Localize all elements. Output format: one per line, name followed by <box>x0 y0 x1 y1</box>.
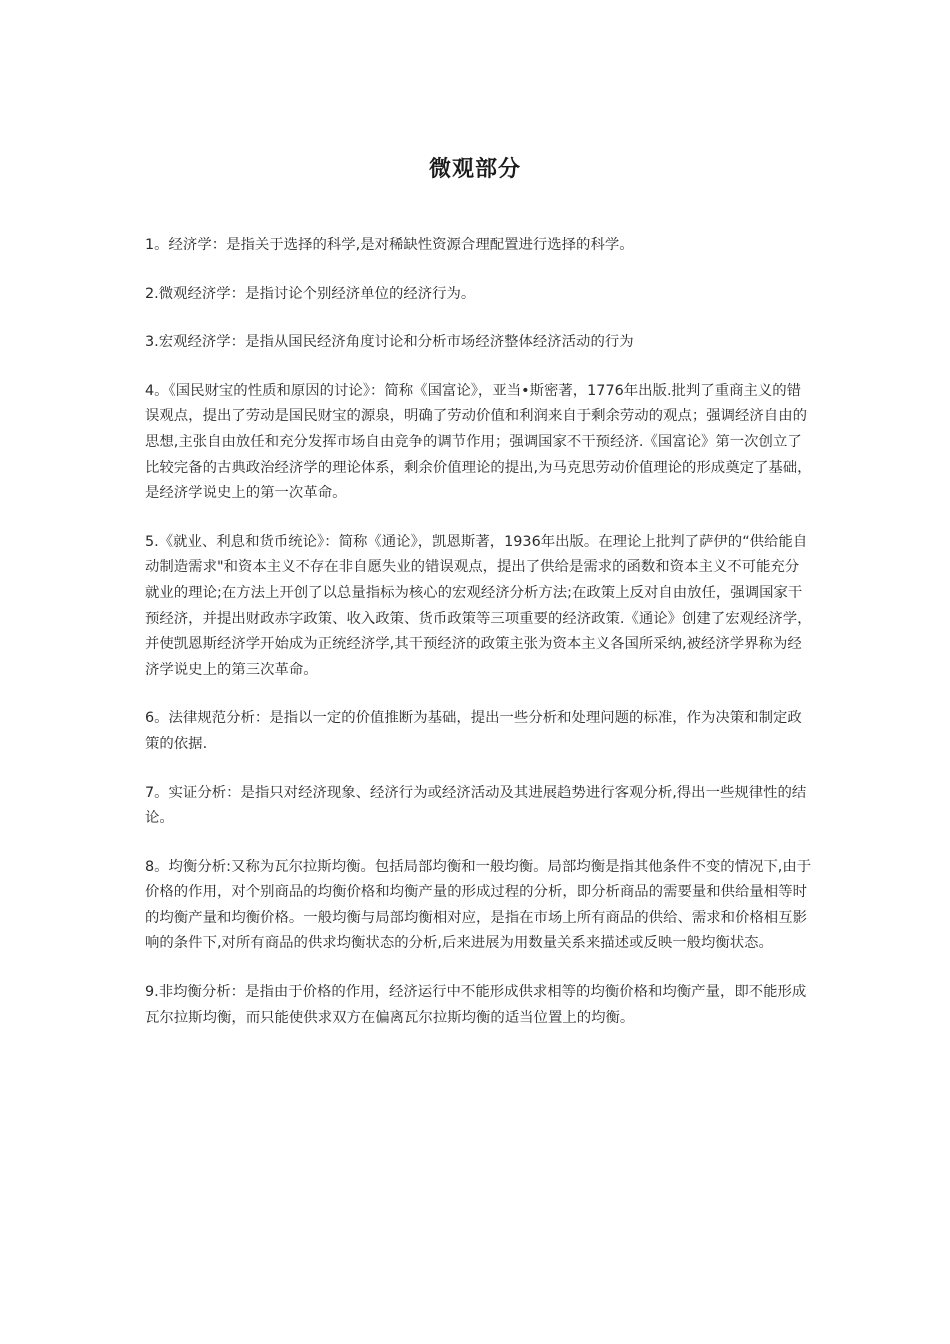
page-title: 微观部分 <box>428 157 521 182</box>
paragraph-6: 6。法律规范分析：是指以一定的价值推断为基础，提出一些分析和处理问题的标准，作为决策和制定政策的依据. <box>145 710 802 752</box>
paragraph-3: 3.宏观经济学：是指从国民经济角度讨论和分析市场经济整体经济活动的行为 <box>145 334 634 351</box>
paragraph-1: 1。经济学：是指关于选择的科学,是对稀缺性资源合理配置进行选择的科学。 <box>145 237 634 253</box>
paragraph-2: 2.微观经济学：是指讨论个别经济单位的经济行为。 <box>145 285 476 302</box>
document-body <box>145 233 813 1054</box>
paragraph-7: 7。实证分析：是指只对经济现象、经济行为或经济活动及其进展趋势进行客观分析,得出一些规律性的结论。 <box>145 784 807 827</box>
paragraph-5: 5.《就业、利息和货币统论》：简称《通论》，凯恩斯著，1936年出版。在理论上批判了萨伊的“供给能自动制造需求"和资本主义不存在非自愿失业的错误观点，提出了供给是需求的函数和资本主义不可能充分就业的理论;在方法上开创了以总量指标为核心的宏观经济分析方法;在政策上反对自由放任，强调国家干预经济，并提出财政赤字政策、收入政策、货币政策等三项重要的经济政策.《通论》创建了宏观经济学，并使凯恩斯经济学开始成为正统经济学,其干预经济的政策主张为资本主义各国所采纳,被经济学界称为经济学说史上的第三次革命。 <box>145 533 812 678</box>
paragraph-9: 9.非均衡分析：是指由于价格的作用，经济运行中不能形成供求相等的均衡价格和均衡产量，即不能形成瓦尔拉斯均衡，而只能使供求双方在偏离瓦尔拉斯均衡的适当位置上的均衡。 <box>145 984 807 1026</box>
paragraph-4: 4。《国民财宝的性质和原因的讨论》：简称《国富论》，亚当•斯密著，1776年出版.批判了重商主义的错误观点，提出了劳动是国民财宝的源泉，明确了劳动价值和利润来自于剩余劳动的观点；强调经济自由的思想,主张自由放任和充分发挥市场自由竞争的调节作用；强调国家不干预经济.《国富论》第一次创立了比较完备的古典政治经济学的理论体系，剩余价值理论的提出,为马克思劳动价值理论的形成奠定了基础，是经济学说史上的第一次革命。 <box>145 382 812 502</box>
paragraph-8: 8。均衡分析:又称为瓦尔拉斯均衡。包括局部均衡和一般均衡。局部均衡是指其他条件不变的情况下,由于价格的作用，对个别商品的均衡价格和均衡产量的形成过程的分析，即分析商品的需要量和供给量相等时的均衡产量和均衡价格。一般均衡与局部均衡相对应，是指在市场上所有商品的供给、需求和价格相互影响的条件下,对所有商品的供求均衡状态的分析,后来进展为用数量关系来描述或反映一般均衡状态。 <box>145 858 812 952</box>
